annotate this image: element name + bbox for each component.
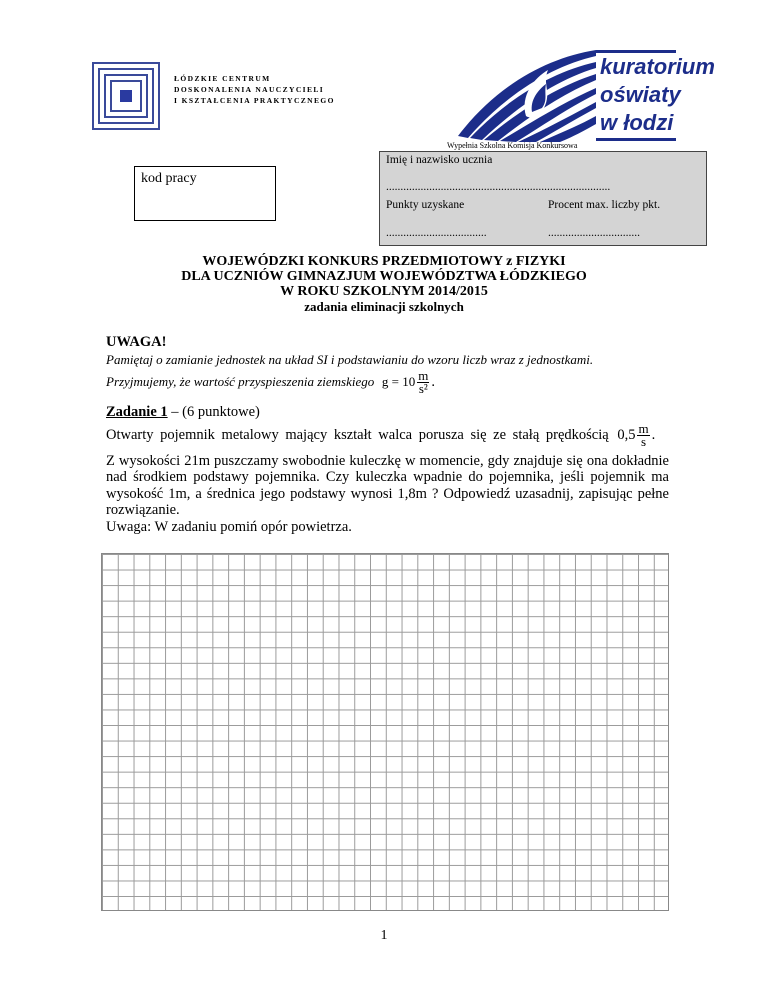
title-line1: WOJEWÓDZKI KONKURS PRZEDMIOTOWY z FIZYKI xyxy=(202,254,566,269)
percent-label: Procent max. liczby pkt. xyxy=(548,199,661,211)
points-field[interactable]: ................................... xyxy=(386,227,487,239)
student-name-field[interactable]: .............................................................................. xyxy=(386,181,611,193)
task-heading xyxy=(106,404,260,421)
gravity-line xyxy=(106,370,435,395)
answer-grid[interactable] xyxy=(101,553,669,911)
velocity-unit-den: s xyxy=(640,434,647,449)
title-line2: DLA UCZNIÓW GIMNAZJUM WOJEWÓDZTWA ŁÓDZKIEGO xyxy=(181,269,587,284)
gravity-unit xyxy=(417,370,429,395)
org-name-line3: I KSZTAŁCENIA PRAKTYCZNEGO xyxy=(174,96,335,105)
task-title: Zadanie 1 xyxy=(106,404,168,420)
percent-field[interactable]: ................................ xyxy=(548,227,640,239)
gravity-end: . xyxy=(431,373,435,390)
velocity-unit xyxy=(637,423,649,448)
task-points: – (6 punktowe) xyxy=(171,404,260,420)
gravity-expr: g = 10 xyxy=(381,373,416,389)
notice-line1: Pamiętaj o zamianie jednostek na układ SI i podstawianiu do wzoru liczb wraz z jednostkami. xyxy=(106,352,594,367)
task-line1-text: Otwarty pojemnik metalowy mający kształt walca porusza się ze stałą prędkością xyxy=(106,426,609,443)
commission-label: Wypełnia Szkolna Komisja Konkursowa xyxy=(447,141,578,150)
ldn-logo-icon xyxy=(92,62,160,130)
gravity-unit-num: m xyxy=(418,368,429,383)
velocity-end: . xyxy=(651,426,656,443)
kuratorium-line1: kuratorium xyxy=(600,54,715,79)
title-line3: W ROKU SZKOLNYM 2014/2015 xyxy=(280,284,488,299)
title-line4: zadania eliminacji szkolnych xyxy=(304,299,464,314)
task-line1 xyxy=(106,423,655,448)
org-name-line2: DOSKONALENIA NAUCZYCIELI xyxy=(174,85,325,94)
notice-heading: UWAGA! xyxy=(106,334,167,350)
contest-title xyxy=(0,254,768,314)
kuratorium-line3: w łodzi xyxy=(600,110,674,135)
kuratorium-logo-icon xyxy=(456,46,715,142)
gravity-text: Przyjmujemy, że wartość przyspieszenia ziemskiego xyxy=(106,373,375,389)
velocity-value: 0,5 xyxy=(617,426,636,443)
work-code-label: kod pracy xyxy=(141,171,197,186)
org-name-line1: ŁÓDZKIE CENTRUM xyxy=(174,74,271,83)
organization-name xyxy=(174,73,335,106)
page-number: 1 xyxy=(380,928,388,943)
points-label: Punkty uzyskane xyxy=(386,199,465,211)
gravity-unit-den: s² xyxy=(418,381,428,396)
commission-form xyxy=(379,151,707,246)
task-paragraph: Z wysokości 21m puszczamy swobodnie kuleczkę w momencie, gdy znajduje się ona dokładnie nad środkiem podstawy pojemnika. Czy kuleczka wpadnie do pojemnika, jeśli pojemnik ma wysokość 1m, a średnica jego podstawy wynosi 1,8m ? Odpowiedź uzasadnij, zapisując pełne rozwiązanie. xyxy=(106,453,669,518)
task-note: Uwaga: W zadaniu pomiń opór powietrza. xyxy=(106,519,352,535)
kuratorium-line2: oświaty xyxy=(600,82,681,107)
student-name-label: Imię i nazwisko ucznia xyxy=(386,154,493,166)
velocity-unit-num: m xyxy=(638,421,649,436)
work-code-box[interactable] xyxy=(134,166,276,221)
